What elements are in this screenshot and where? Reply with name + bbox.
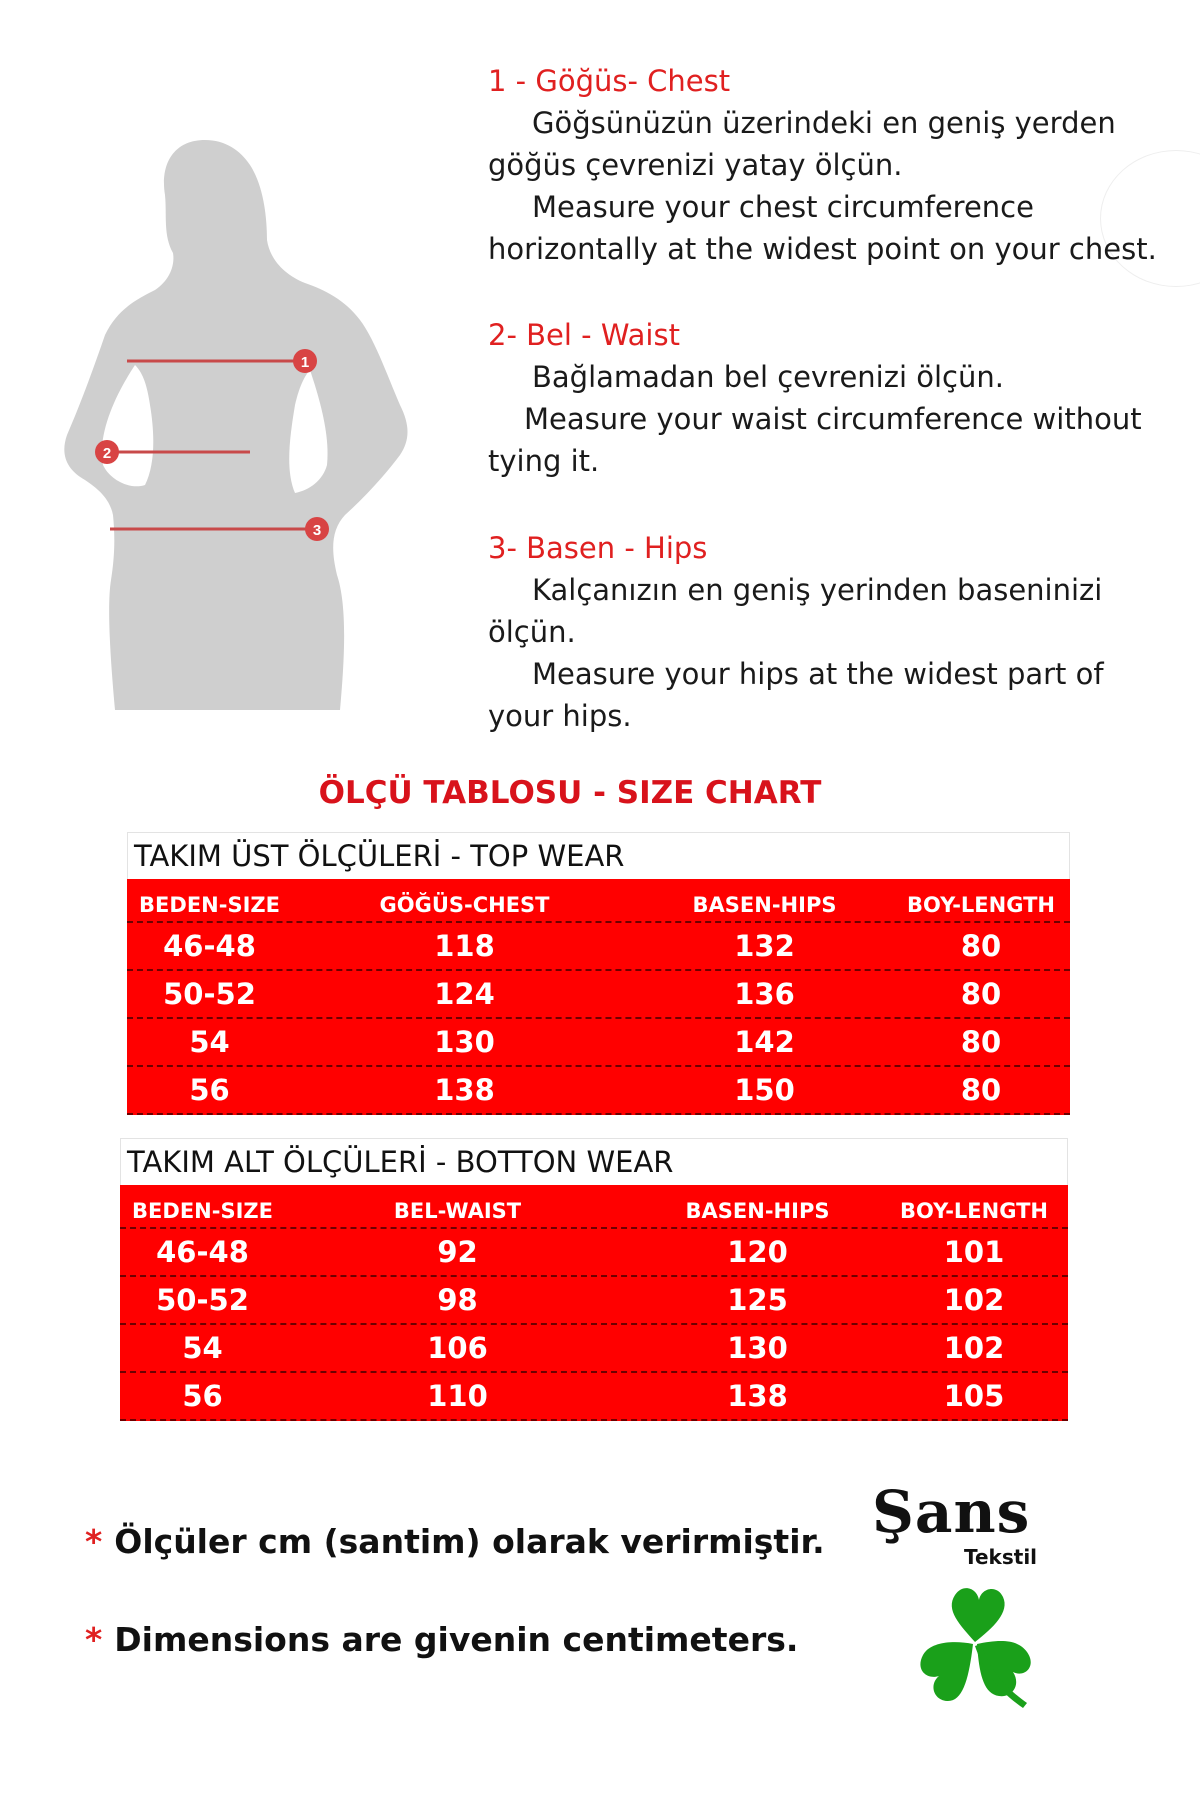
hips-cell: 138 (727, 1379, 788, 1413)
waist-en-line-1: Measure your waist circumference without (524, 402, 1142, 436)
table-row (127, 1067, 1070, 1115)
waist-cell: 98 (437, 1283, 478, 1317)
table-row (120, 1325, 1068, 1373)
bottom-wear-caption: TAKIM ALT ÖLÇÜLERİ - BOTTON WEAR (120, 1138, 1068, 1185)
size-cell: 54 (189, 1025, 230, 1059)
length-cell: 101 (943, 1235, 1005, 1269)
chest-cell: 130 (434, 1025, 495, 1059)
waist-heading: 2- Bel - Waist (488, 318, 680, 352)
chest-cell: 118 (434, 929, 495, 963)
marker-2-label: 2 (102, 445, 112, 462)
hips-tr-line-2: ölçün. (488, 615, 576, 649)
top-wear-table (127, 832, 1070, 1115)
note-english-text: Dimensions are givenin centimeters. (114, 1620, 799, 1659)
chest-en-line-2: horizontally at the widest point on your chest. (488, 232, 1157, 266)
hips-en-line-1: Measure your hips at the widest part of (532, 657, 1104, 691)
note-star: * (85, 1522, 103, 1561)
bottom-wear-header-row (120, 1185, 1068, 1229)
hips-cell: 142 (734, 1025, 795, 1059)
hips-cell: 136 (734, 977, 795, 1011)
length-cell: 80 (960, 977, 1002, 1011)
chest-en-line-1: Measure your chest circumference (532, 190, 1034, 224)
bottom-header-size: BEDEN-SIZE (132, 1199, 273, 1223)
hips-cell: 125 (727, 1283, 788, 1317)
table-row (127, 923, 1070, 971)
table-row (127, 971, 1070, 1019)
table-row (120, 1229, 1068, 1277)
waist-tr-line-1: Bağlamadan bel çevrenizi ölçün. (532, 360, 1004, 394)
top-wear-caption: TAKIM ÜST ÖLÇÜLERİ - TOP WEAR (127, 832, 1070, 879)
size-cell: 46-48 (163, 929, 256, 963)
size-cell: 54 (182, 1331, 223, 1365)
hips-en-line-2: your hips. (488, 699, 632, 733)
bottom-header-waist: BEL-WAIST (393, 1199, 522, 1223)
hips-heading: 3- Basen - Hips (488, 531, 708, 565)
top-wear-header-row (127, 879, 1070, 923)
length-cell: 105 (943, 1379, 1005, 1413)
brand-logo-name: Şans (872, 1478, 1031, 1546)
brand-logo-subtitle: Tekstil (964, 1545, 1038, 1569)
size-cell: 50-52 (156, 1283, 249, 1317)
hips-cell: 132 (734, 929, 795, 963)
length-cell: 80 (960, 1025, 1002, 1059)
table-row (127, 1019, 1070, 1067)
waist-cell: 92 (437, 1235, 478, 1269)
chest-tr-line-1: Göğsünüzün üzerindeki en geniş yerden (532, 106, 1116, 140)
chest-heading: 1 - Göğüs- Chest (488, 64, 731, 98)
bottom-wear-table (120, 1138, 1068, 1421)
chest-cell: 138 (434, 1073, 495, 1107)
marker-1-label: 1 (300, 354, 310, 371)
hips-cell: 150 (734, 1073, 795, 1107)
chest-cell: 124 (434, 977, 495, 1011)
hips-instruction (488, 527, 1178, 737)
note-turkish-text: Ölçüler cm (santim) olarak verirmiştir. (114, 1522, 825, 1561)
table-row (120, 1373, 1068, 1421)
top-header-length: BOY-LENGTH (906, 893, 1055, 917)
top-header-size: BEDEN-SIZE (139, 893, 280, 917)
waist-en-line-2: tying it. (488, 444, 600, 478)
size-cell: 46-48 (156, 1235, 249, 1269)
waist-cell: 106 (427, 1331, 488, 1365)
note-turkish (85, 1522, 825, 1561)
bottom-header-hips: BASEN-HIPS (685, 1199, 830, 1223)
length-cell: 102 (943, 1331, 1005, 1365)
table-row (120, 1277, 1068, 1325)
waist-cell: 110 (427, 1379, 488, 1413)
hips-cell: 130 (727, 1331, 788, 1365)
marker-3-label: 3 (312, 522, 322, 539)
length-cell: 80 (960, 1073, 1002, 1107)
top-header-hips: BASEN-HIPS (692, 893, 837, 917)
body-silhouette-figure (55, 135, 455, 710)
size-chart-title: ÖLÇÜ TABLOSU - SIZE CHART (318, 775, 822, 811)
silhouette-shape (64, 140, 407, 710)
size-cell: 56 (189, 1073, 230, 1107)
top-header-chest: GÖĞÜS-CHEST (379, 893, 550, 917)
bottom-header-length: BOY-LENGTH (899, 1199, 1048, 1223)
length-cell: 80 (960, 929, 1002, 963)
length-cell: 102 (943, 1283, 1005, 1317)
hips-tr-line-1: Kalçanızın en geniş yerinden baseninizi (532, 573, 1103, 607)
waist-instruction (488, 314, 1178, 482)
note-star: * (85, 1620, 103, 1659)
clover-icon (905, 1580, 1055, 1715)
chest-tr-line-2: göğüs çevrenizi yatay ölçün. (488, 148, 903, 182)
size-cell: 56 (182, 1379, 223, 1413)
size-cell: 50-52 (163, 977, 256, 1011)
chest-instruction (488, 60, 1178, 270)
hips-cell: 120 (727, 1235, 788, 1269)
note-english (85, 1620, 798, 1659)
